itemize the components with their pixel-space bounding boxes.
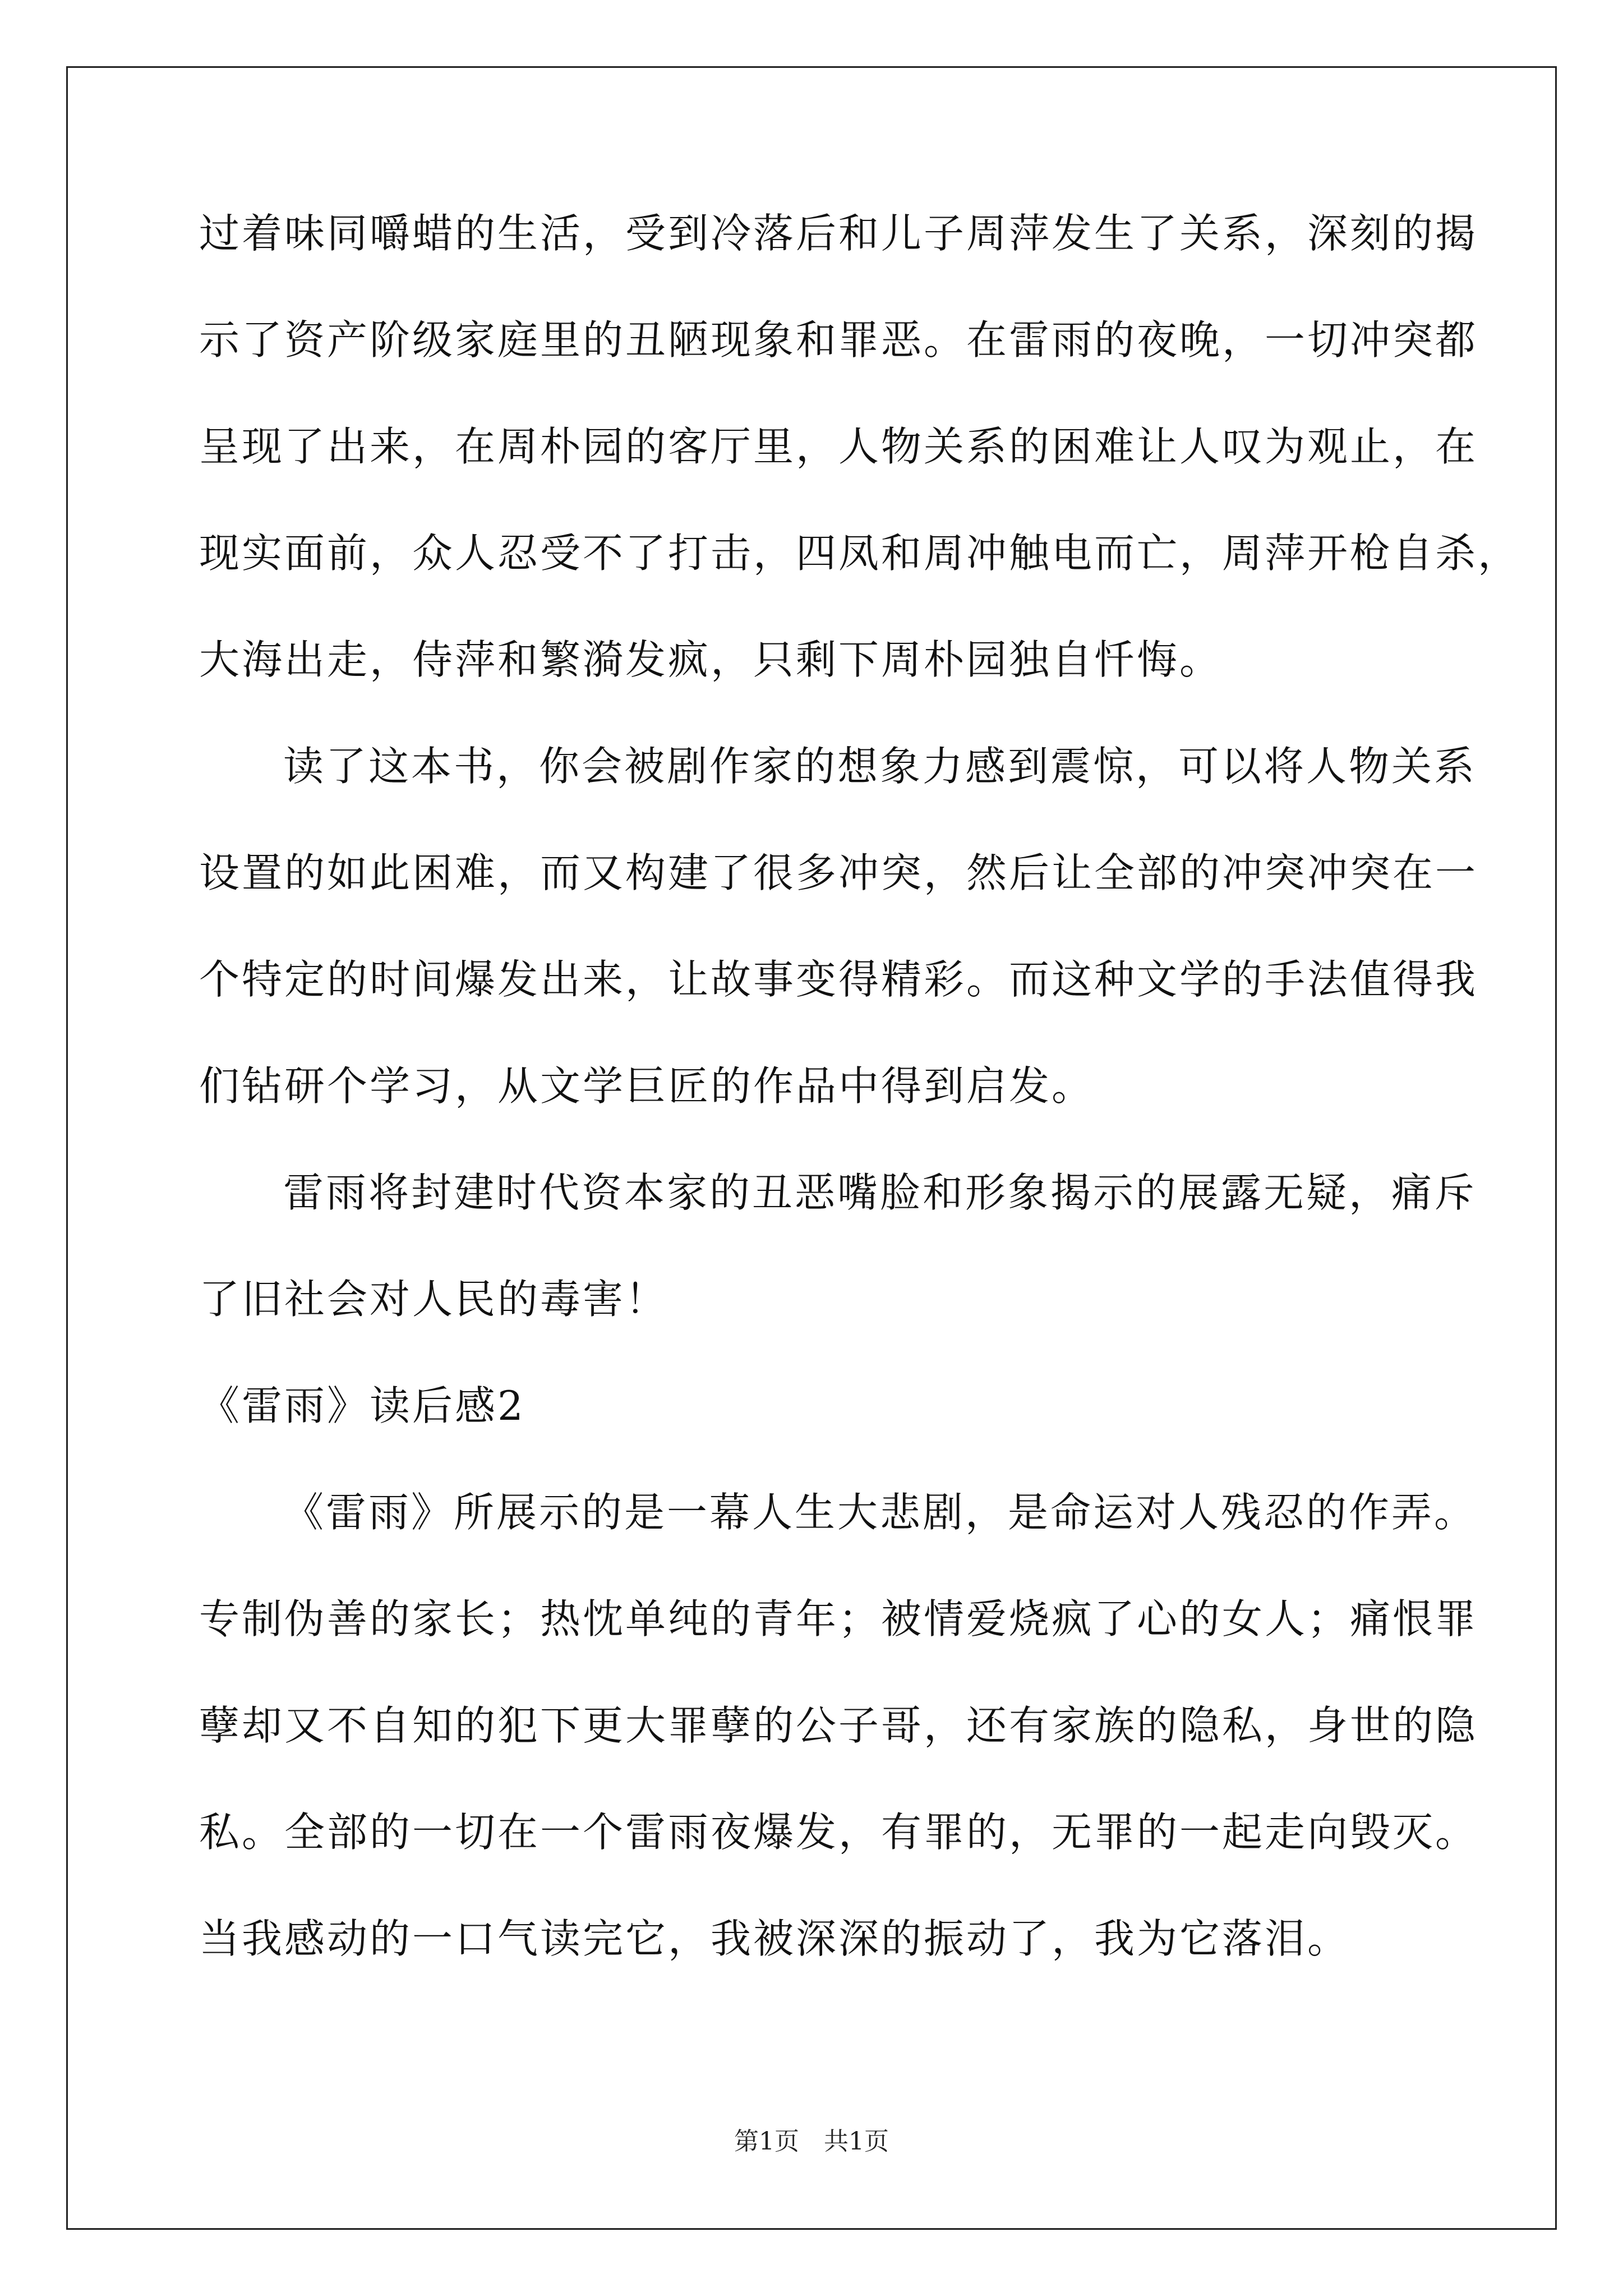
text-line: 了旧社会对人民的毒害！ (199, 1276, 668, 1323)
section-heading: 《雷雨》读后感2 (199, 1382, 525, 1429)
text-line: 现实面前，众人忍受不了打击，四凤和周冲触电而亡，周萍开枪自杀， (199, 530, 1521, 577)
text-line: 过着味同嚼蜡的生活，受到冷落后和儿子周萍发生了关系，深刻的揭 (199, 210, 1478, 257)
text-line: 呈现了出来，在周朴园的客厅里，人物关系的困难让人叹为观止，在 (199, 423, 1478, 470)
page-footer: 第1页 共1页 (734, 2127, 889, 2156)
text-line: 设置的如此困难，而又构建了很多冲突，然后让全部的冲突冲突在一 (199, 849, 1478, 896)
paragraph-start-line: 《雷雨》所展示的是一幕人生大悲剧，是命运对人残忍的作弄。 (283, 1489, 1477, 1536)
text-line: 示了资产阶级家庭里的丑陋现象和罪恶。在雷雨的夜晚，一切冲突都 (199, 316, 1478, 364)
text-line: 们钻研个学习，从文学巨匠的作品中得到启发。 (199, 1062, 1095, 1110)
text-line: 大海出走，侍萍和繁漪发疯，只剩下周朴园独自忏悔。 (199, 636, 1223, 683)
text-line: 个特定的时间爆发出来，让故事变得精彩。而这种文学的手法值得我 (199, 956, 1478, 1003)
paragraph-start-line: 雷雨将封建时代资本家的丑恶嘴脸和形象揭示的展露无疑，痛斥 (283, 1169, 1477, 1216)
text-line: 孽却又不自知的犯下更大罪孽的公子哥，还有家族的隐私，身世的隐 (199, 1702, 1478, 1749)
text-line: 当我感动的一口气读完它，我被深深的振动了，我为它落泪。 (199, 1915, 1350, 1962)
text-line: 私。全部的一切在一个雷雨夜爆发，有罪的，无罪的一起走向毁灭。 (199, 1809, 1478, 1856)
paragraph-start-line: 读了这本书，你会被剧作家的想象力感到震惊，可以将人物关系 (283, 743, 1477, 790)
text-line: 专制伪善的家长；热忱单纯的青年；被情爱烧疯了心的女人；痛恨罪 (199, 1595, 1478, 1642)
